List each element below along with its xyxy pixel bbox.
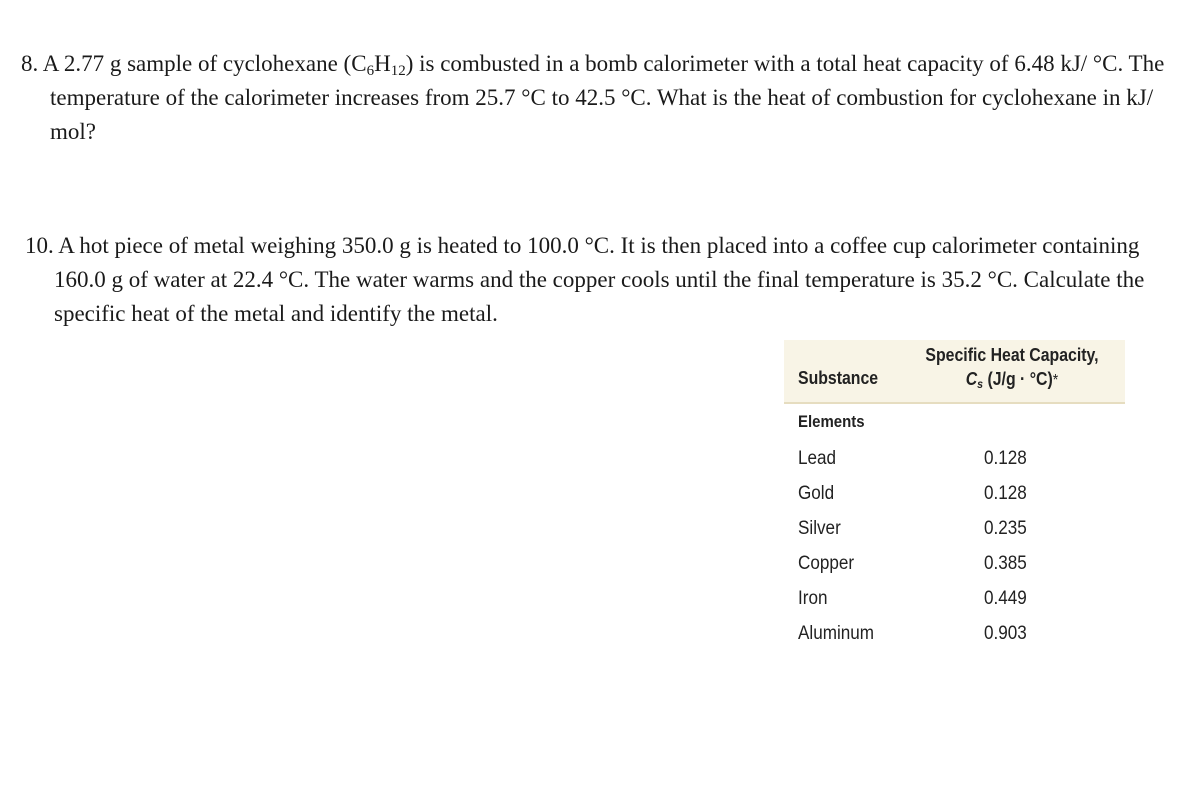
substance-name: Silver	[798, 518, 841, 539]
substance-name: Copper	[798, 553, 855, 574]
question-10	[25, 229, 1174, 331]
header-substance: Substance	[798, 368, 879, 388]
specific-heat-value: 0.385	[984, 553, 1027, 574]
question-8-text-end: ) is combusted in a bomb calorimeter with a total heat capacity of 6.48 kJ/ °C. The temperature of the calorimeter increases from 25.7 °C to 42.5 °C. What is the heat of combustion for cyclohexane in kJ/ mol?	[50, 51, 1165, 144]
subscript-12: 12	[390, 63, 406, 79]
specific-heat-table	[784, 340, 1125, 644]
specific-heat-value: 0.235	[984, 518, 1027, 539]
substance-name: Lead	[798, 448, 837, 469]
specific-heat-value: 0.903	[984, 623, 1027, 644]
header-units: (J/g · °C)	[983, 369, 1053, 389]
question-8-text-h: H	[374, 51, 391, 76]
table-rows	[784, 446, 1125, 656]
table-row	[784, 516, 1125, 551]
table-row	[784, 481, 1125, 516]
question-8-text-start: 8. A 2.77 g sample of cyclohexane (C	[21, 51, 367, 76]
specific-heat-value: 0.449	[984, 588, 1027, 609]
specific-heat-value: 0.128	[984, 483, 1027, 504]
header-specific-heat-line2	[915, 367, 1109, 396]
header-specific-heat-line1: Specific Heat Capacity,	[925, 345, 1099, 365]
table-row	[784, 621, 1125, 656]
question-10-text: 10. A hot piece of metal weighing 350.0 g is heated to 100.0 °C. It is then placed into a coffee cup calorimeter containing 160.0 g of water at 22.4 °C. The water warms and the copper cools until the final temperature is 35.2 °C. Calculate the specific heat of the metal and identify the metal.	[25, 233, 1145, 326]
group-label-elements: Elements	[798, 412, 865, 431]
subscript-6: 6	[366, 63, 375, 79]
table-row	[784, 586, 1125, 621]
substance-name: Aluminum	[798, 623, 875, 644]
substance-name: Gold	[798, 483, 835, 504]
table-header	[784, 340, 1125, 404]
substance-name: Iron	[798, 588, 828, 609]
header-specific-heat	[915, 343, 1109, 396]
header-asterisk: *	[1052, 372, 1059, 389]
question-8	[21, 47, 1180, 149]
header-cs-symbol: C	[965, 369, 978, 389]
table-row	[784, 446, 1125, 481]
table-row	[784, 551, 1125, 586]
specific-heat-value: 0.128	[984, 448, 1027, 469]
header-cs-subscript: s	[977, 377, 984, 391]
